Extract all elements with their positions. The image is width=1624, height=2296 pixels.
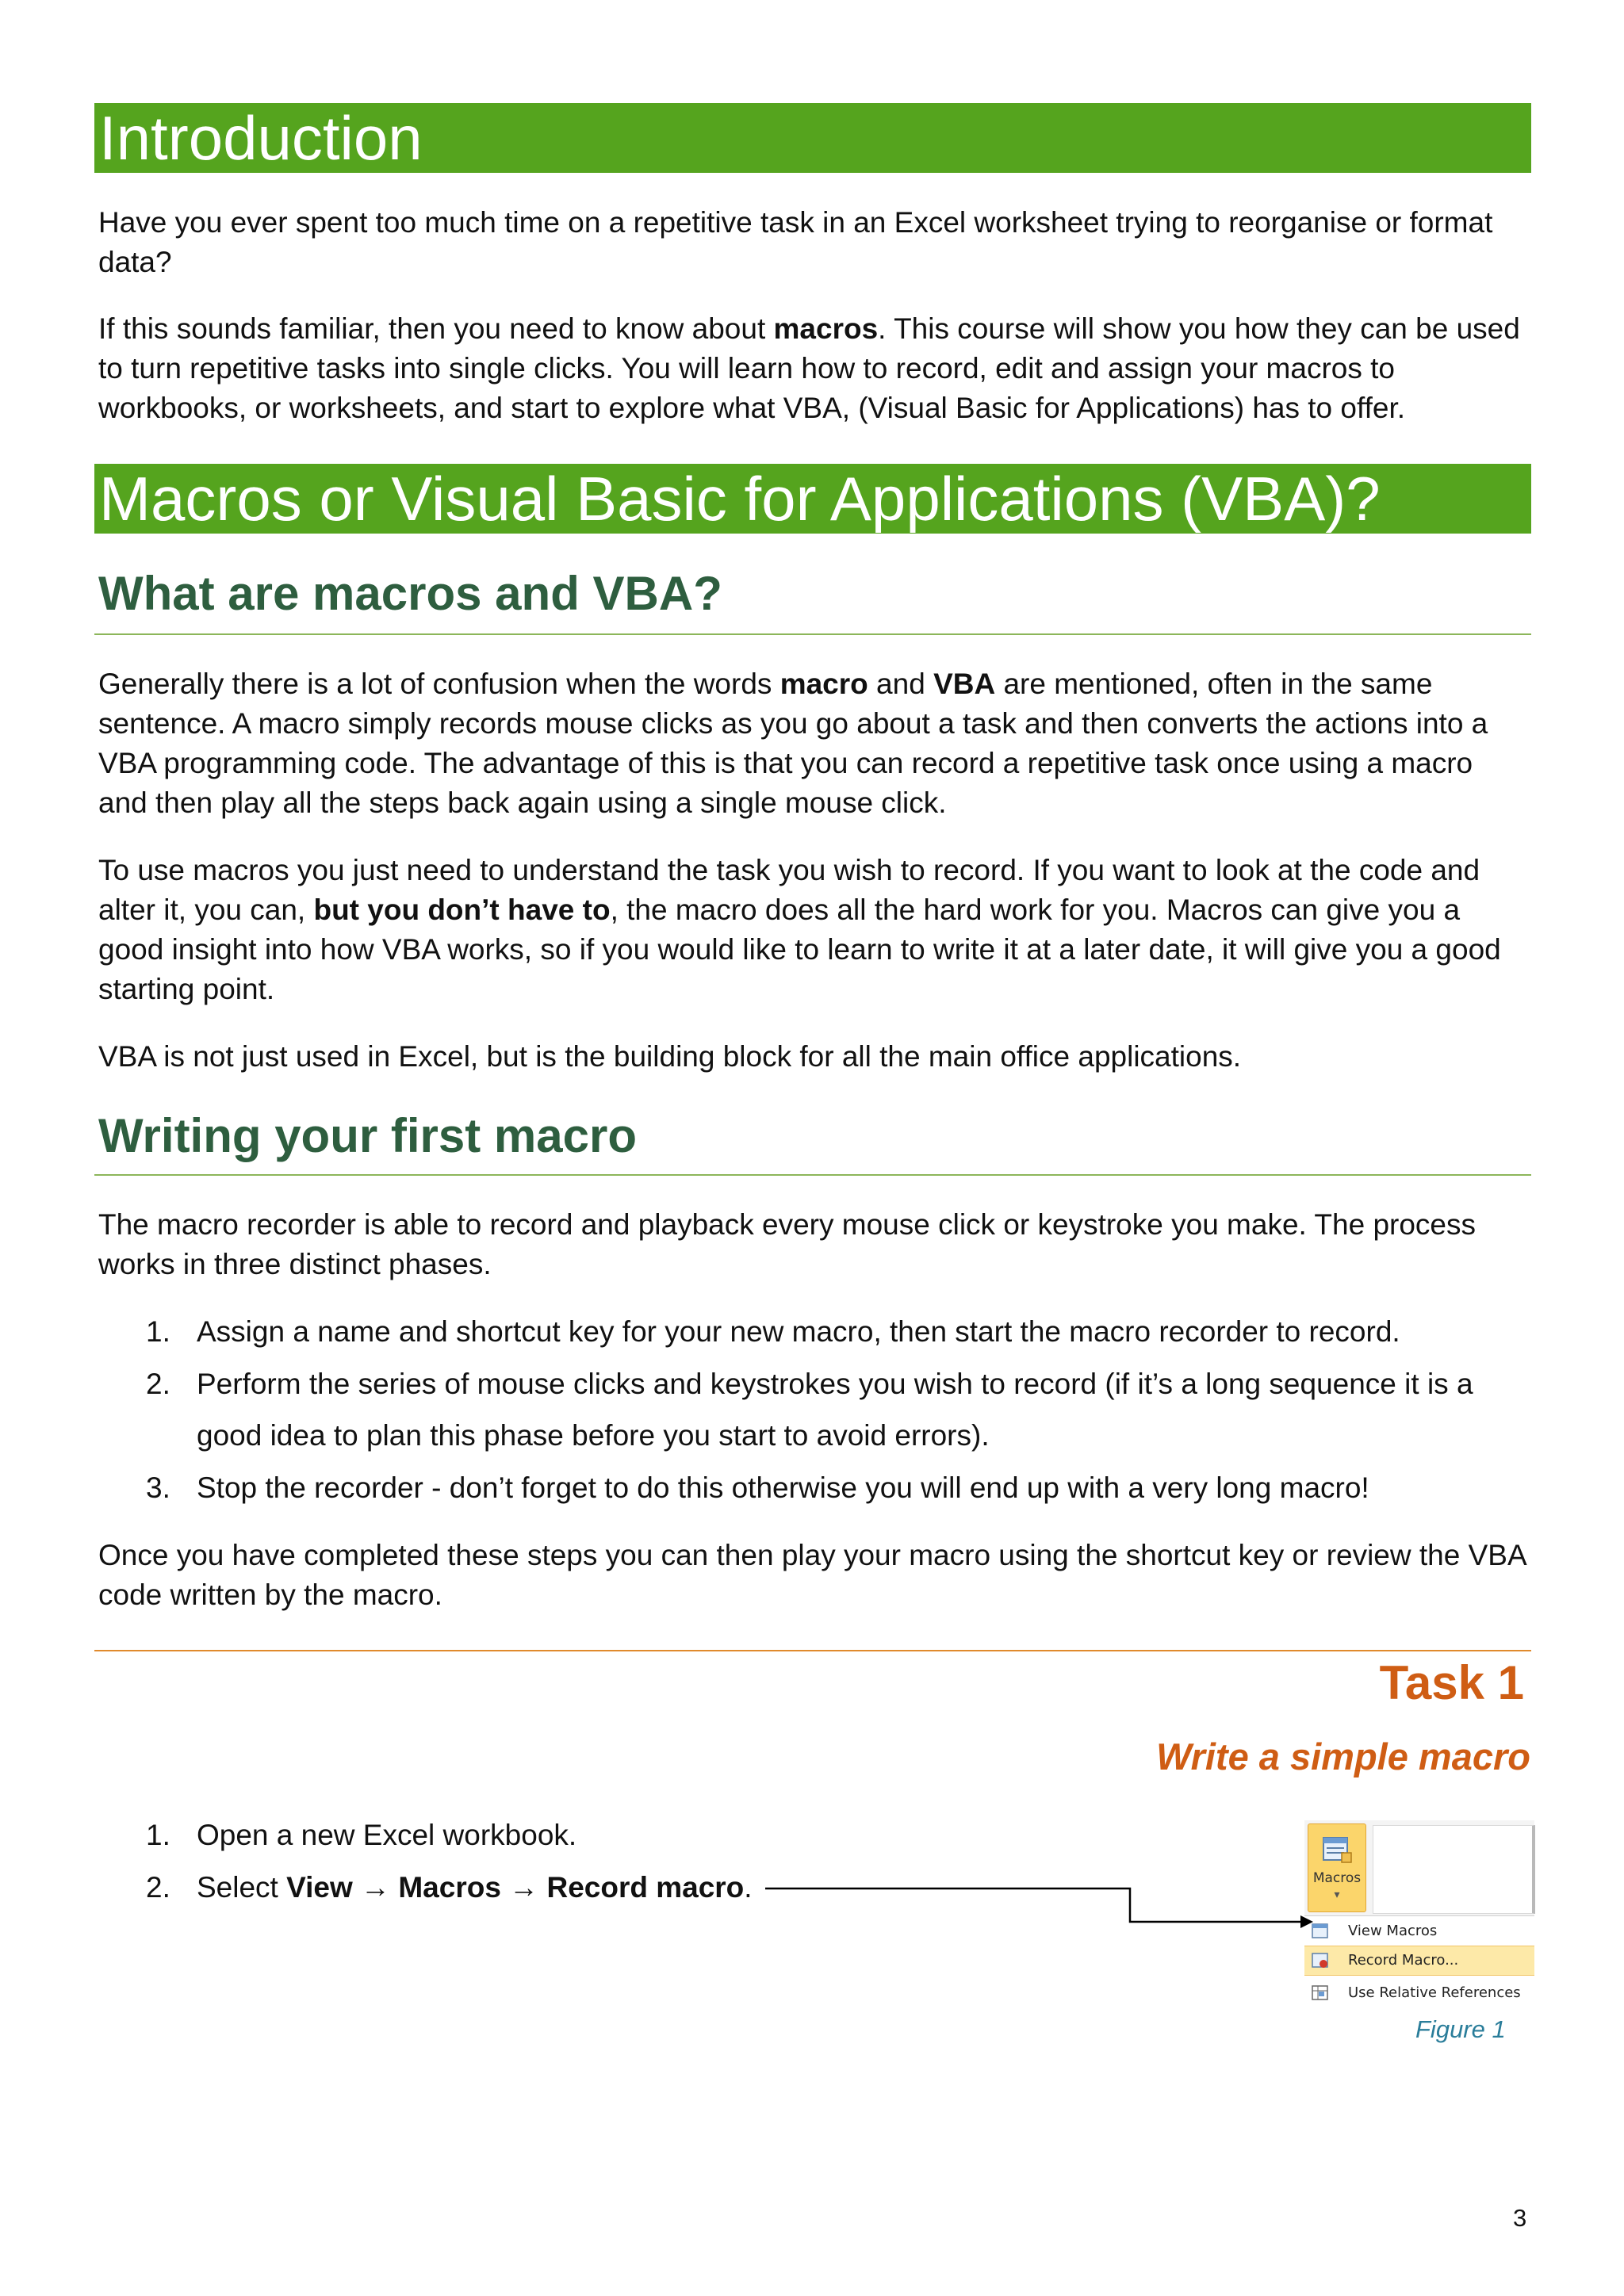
connector-arrow — [761, 1879, 1316, 1934]
list-item: 1. Assign a name and shortcut key for your new macro, then start the macro recorder to record. — [146, 1315, 1400, 1348]
bold-term-macros: macros — [773, 312, 879, 345]
intro-paragraph-2: If this sounds familiar, then you need to know about macros. This course will show you how they can be used to turn repetitive tasks into single clicks. You will learn how to record, edit and assign your macros to workbooks, or worksheets, and start to explore what VBA, (Visual Basic for Applications) has to offer. — [98, 312, 1520, 424]
task-title: Task 1 — [1379, 1656, 1524, 1709]
figure-caption: Figure 1 — [1415, 2015, 1506, 2043]
list-item: 3. Stop the recorder - don’t forget to do this otherwise you will end up with a very long macro! — [146, 1471, 1369, 1504]
menu-item-relative-references[interactable]: Use Relative References — [1304, 1979, 1534, 2007]
subheading-writing-first-macro: Writing your first macro — [98, 1109, 637, 1162]
menu-item-record-macro[interactable]: Record Macro... — [1304, 1946, 1534, 1976]
subheading-what-are-macros: What are macros and VBA? — [98, 567, 722, 620]
list-item-continuation: good idea to plan this phase before you start to avoid errors). — [197, 1419, 990, 1452]
macros-paragraph-1: Generally there is a lot of confusion when the words macro and VBA are mentioned, often in the same sentence. A macro simply records mouse clicks as you go about a task and then converts the actions into a VBA programming code. The advantage of this is that you can record a repetitive task once using a macro and then play all the steps back again using a single mouse click. — [98, 668, 1488, 819]
list-item: 2. Perform the series of mouse clicks and keystrokes you wish to record (if it’s a long sequence it is a — [146, 1368, 1473, 1400]
list-item: 1. Open a new Excel workbook. — [146, 1819, 577, 1851]
macros-button[interactable] — [1308, 1823, 1366, 1912]
page-number: 3 — [1513, 2204, 1527, 2232]
figure-macros-menu — [1304, 1820, 1534, 2012]
macros-paragraph-2: To use macros you just need to understand the task you wish to record. If you want to look at the code and alter it, you can, but you don’t have to, the macro does all the hard work for you. Macros can give you a good insight into how VBA works, so if you would like to learn to write it at a later date, it will give you a good starting point. — [98, 854, 1501, 1005]
view-macros-icon — [1311, 1922, 1330, 1941]
chevron-down-icon: ▾ — [1334, 1888, 1340, 1900]
menu-item-view-macros[interactable]: View Macros — [1304, 1917, 1534, 1946]
section-heading-macros-vba: Macros or Visual Basic for Applications (VBA)? — [94, 464, 1531, 534]
intro-paragraph-1: Have you ever spent too much time on a repetitive task in an Excel worksheet trying to reorganise or format data? — [98, 206, 1493, 278]
macros-button-label: Macros — [1312, 1870, 1362, 1886]
relative-references-icon — [1311, 1984, 1330, 2003]
macros-paragraph-3: VBA is not just used in Excel, but is the building block for all the main office applications. — [98, 1040, 1242, 1073]
task-subtitle: Write a simple macro — [1156, 1735, 1530, 1777]
section-heading-introduction: Introduction — [94, 103, 1531, 173]
writing-paragraph-2: Once you have completed these steps you can then play your macro using the shortcut key or review the VBA code written by the macro. — [98, 1539, 1526, 1611]
record-macro-icon — [1311, 1951, 1330, 1970]
macros-icon — [1323, 1837, 1353, 1864]
ribbon-panel — [1373, 1825, 1535, 1914]
divider — [94, 1174, 1531, 1176]
writing-paragraph-1: The macro recorder is able to record and playback every mouse click or keystroke you make. The process works in three distinct phases. — [98, 1208, 1477, 1280]
divider — [94, 633, 1531, 635]
task-divider — [94, 1650, 1531, 1651]
list-item: 2. Select View → Macros → Record macro. — [146, 1871, 753, 1904]
